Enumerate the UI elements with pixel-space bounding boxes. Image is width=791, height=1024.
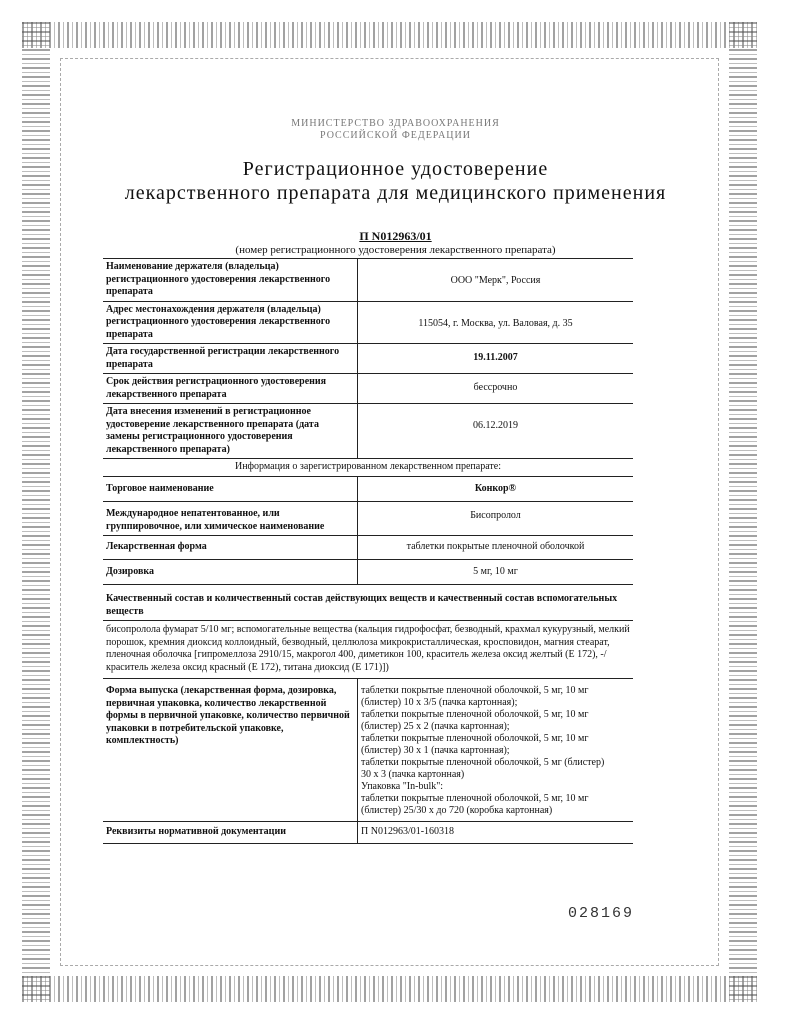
table-row	[103, 621, 633, 679]
table-row	[103, 559, 633, 585]
changes-value: 06.12.2019	[358, 404, 634, 459]
reg-date-value: 19.11.2007	[358, 344, 634, 374]
dosage-label: Дозировка	[103, 559, 358, 585]
registration-number-caption: (номер регистрационного удостоверения лекарственного препарата)	[235, 244, 556, 256]
release-line: таблетки покрытые пленочной оболочкой, 5 мг, 10 мг	[361, 685, 589, 696]
document-title-line-2: лекарственного препарата для медицинского применения	[124, 182, 667, 204]
inn-label: Международное непатентованное, или группировочное, или химическое наименование	[103, 502, 358, 536]
inn-value: Бисопролол	[358, 502, 634, 536]
table-row	[103, 679, 633, 822]
ministry-header	[0, 118, 791, 142]
address-label: Адрес местонахождения держателя (владельца) регистрационного удостоверения лекарственного препарата	[103, 301, 358, 344]
ministry-line-1: МИНИСТЕРСТВО ЗДРАВООХРАНЕНИЯ	[291, 118, 500, 129]
table-row	[103, 536, 633, 560]
release-line: (блистер) 25 х 2 (пачка картонная);	[361, 721, 510, 732]
document-title-line-1: Регистрационное удостоверение	[242, 158, 549, 180]
info-header: Информация о зарегистрированном лекарственном препарате:	[103, 459, 633, 477]
release-line: (блистер) 10 х 3/5 (пачка картонная);	[361, 697, 518, 708]
table-row	[103, 374, 633, 404]
validity-label: Срок действия регистрационного удостоверения лекарственного препарата	[103, 374, 358, 404]
release-line: Упаковка "In-bulk":	[361, 781, 444, 792]
composition-text: бисопролола фумарат 5/10 мг; вспомогательные вещества (кальция гидрофосфат, безводный, крахмал кукурузный, мелкий порошок, кремния диоксид коллоидный, безводный, целлюлоза микрокристаллическая, кросповидон, магния стеарат, пленочная оболочка [гипромеллоза 2910/15, макрогол 400, диметикон 100, краситель железа оксид желтый (Е 172), -/краситель железа оксид красный (Е 172), титана диоксид (Е 171)])	[103, 621, 633, 679]
validity-value: бессрочно	[358, 374, 634, 404]
release-line: таблетки покрытые пленочной оболочкой, 5 мг, 10 мг	[361, 733, 589, 744]
normdoc-label: Реквизиты нормативной документации	[103, 822, 358, 844]
serial-number: 028169	[568, 905, 635, 922]
release-form-label: Форма выпуска (лекарственная форма, дозировка, первичная упаковка, количество лекарственной формы в первичной упаковке, количество первичной упаковки в потребительской упаковке, комплектность)	[103, 679, 358, 822]
release-line: таблетки покрытые пленочной оболочкой, 5 мг, 10 мг	[361, 709, 589, 720]
table-row	[103, 502, 633, 536]
composition-header: Качественный состав и количественный состав действующих веществ и качественный состав вспомогательных веществ	[103, 585, 633, 621]
release-line: таблетки покрытые пленочной оболочкой, 5 мг, 10 мг	[361, 793, 589, 804]
dosage-form-value: таблетки покрытые пленочной оболочкой	[358, 536, 634, 560]
trade-name-label: Торговое наименование	[103, 476, 358, 502]
reg-date-label: Дата государственной регистрации лекарственного препарата	[103, 344, 358, 374]
changes-label: Дата внесения изменений в регистрационное удостоверение лекарственного препарата (дата замены регистрационного удостоверения лекарственного препарата)	[103, 404, 358, 459]
release-form-value	[358, 679, 634, 822]
normdoc-value: П N012963/01-160318	[358, 822, 634, 844]
ornament-border-bottom	[22, 976, 757, 1002]
table-row	[103, 259, 633, 302]
dosage-value: 5 мг, 10 мг	[358, 559, 634, 585]
table-row	[103, 822, 633, 844]
address-value: 115054, г. Москва, ул. Валовая, д. 35	[358, 301, 634, 344]
registration-number: П N012963/01	[359, 229, 432, 243]
table-row	[103, 476, 633, 502]
dosage-form-label: Лекарственная форма	[103, 536, 358, 560]
ministry-line-2: РОССИЙСКОЙ ФЕДЕРАЦИИ	[320, 130, 471, 141]
release-line: (блистер) 25/30 х до 720 (коробка картонная)	[361, 805, 553, 816]
release-line: 30 х 3 (пачка картонная)	[361, 769, 465, 780]
table-row	[103, 585, 633, 621]
table-row	[103, 404, 633, 459]
ornament-border-top	[22, 22, 757, 48]
certificate-table	[103, 258, 633, 844]
trade-name-value: Конкор®	[358, 476, 634, 502]
holder-label: Наименование держателя (владельца) регистрационного удостоверения лекарственного препарата	[103, 259, 358, 302]
release-line: таблетки покрытые пленочной оболочкой, 5 мг (блистер)	[361, 757, 605, 768]
table-row	[103, 301, 633, 344]
table-row	[103, 459, 633, 477]
release-line: (блистер) 30 х 1 (пачка картонная);	[361, 745, 510, 756]
holder-value: ООО "Мерк", Россия	[358, 259, 634, 302]
table-row	[103, 344, 633, 374]
